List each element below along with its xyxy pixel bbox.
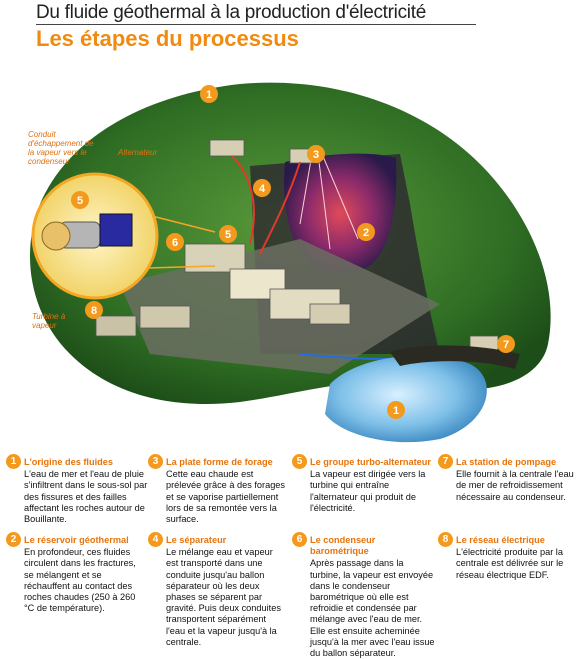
legend-text: Cette eau chaude est prélevée grâce à des forages et se vaporise partiellement lors de sa remontée vers la surface. <box>166 469 286 525</box>
legend-item-7 <box>438 454 574 503</box>
marker-label: 2 <box>362 227 370 239</box>
legend-item-1 <box>6 454 148 525</box>
legend-number: 1 <box>6 454 21 469</box>
marker-label: 5 <box>76 195 84 207</box>
legend-item-3 <box>148 454 286 525</box>
legend-title: Le réservoir géothermal <box>24 535 129 545</box>
marker-1-top <box>200 85 218 103</box>
legend-title: Le séparateur <box>166 535 227 545</box>
callout-turbine: Turbine à vapeur <box>32 312 66 330</box>
legend-title: Le réseau électrique <box>456 535 545 545</box>
building <box>310 304 350 324</box>
legend-item-5 <box>292 454 436 514</box>
marker-3 <box>307 145 325 163</box>
marker-7 <box>497 335 515 353</box>
legend-title: La station de pompage <box>456 457 557 467</box>
legend-number: 6 <box>292 532 307 547</box>
header <box>0 0 578 54</box>
callout-exhaust: Conduit d'échappement de la vapeur vers le condenseur <box>28 130 94 166</box>
marker-6 <box>166 233 184 251</box>
supertitle: Du fluide géothermal à la production d'électricité <box>36 2 426 23</box>
legend-text: L'électricité produite par la centrale est délivrée sur le réseau électrique EDF. <box>456 547 564 580</box>
marker-1-sea <box>387 401 405 419</box>
legend-number: 2 <box>6 532 21 547</box>
alternator-icon <box>100 214 132 246</box>
legend-text: Après passage dans la turbine, la vapeur est envoyée dans le condenseur barométrique où elle est refroidie et condensée par mélange avec l'eau de mer. Elle est ensuite acheminée jusqu'à la mer avec l'eau issue du ballon séparateur. <box>310 558 435 659</box>
geothermal-plant-illustration <box>0 54 578 444</box>
legend-number: 7 <box>438 454 453 469</box>
legend-number: 8 <box>438 532 453 547</box>
marker-2 <box>357 223 375 241</box>
marker-5-plant <box>219 225 237 243</box>
marker-5-zoom <box>71 191 89 209</box>
page-title: Les étapes du processus <box>36 26 299 51</box>
drilling-platform <box>210 140 244 156</box>
marker-label: 3 <box>312 149 320 161</box>
callout-alternator: Alternateur <box>118 148 158 157</box>
legend-number: 5 <box>292 454 307 469</box>
marker-label: 6 <box>171 237 179 249</box>
legend-text: Elle fournit à la centrale l'eau de mer de refroidissement nécessaire au condenseur. <box>456 469 574 502</box>
legend-number: 3 <box>148 454 163 469</box>
building <box>185 244 245 272</box>
legend-title: Le groupe turbo-alternateur <box>310 457 431 467</box>
marker-8 <box>85 301 103 319</box>
legend-item-4 <box>148 532 286 648</box>
legend-text: En profondeur, ces fluides circulent dans les fractures, se mélangent et se réchauffent au contact des roches chaudes (250 à 260 °C de température). <box>24 547 136 614</box>
plant-scene <box>0 54 578 444</box>
legend-item-2 <box>6 532 148 614</box>
marker-4 <box>253 179 271 197</box>
marker-label: 1 <box>205 89 213 101</box>
legend-title: L'origine des fluides <box>24 457 113 467</box>
marker-label: 1 <box>392 405 400 417</box>
legend-title: La plate forme de forage <box>166 457 273 467</box>
building <box>96 316 136 336</box>
marker-label: 4 <box>258 183 266 195</box>
title-rule <box>36 24 476 25</box>
legend-number: 4 <box>148 532 163 547</box>
building <box>140 306 190 328</box>
marker-label: 7 <box>502 339 510 351</box>
legend-text: La vapeur est dirigée vers la turbine qui entraîne l'alternateur qui produit de l'électricité. <box>310 469 426 513</box>
legend-text: Le mélange eau et vapeur est transporté dans une conduite jusqu'au ballon séparateur où les deux phases se séparent par gravité. Puis deux conduites transportent séparément l'eau et la vapeur jusqu'à la centrale. <box>166 547 281 647</box>
turbine-hub-icon <box>42 222 70 250</box>
legend <box>0 448 578 659</box>
marker-label: 8 <box>90 305 98 317</box>
legend-title: Le condenseur barométrique <box>310 535 376 557</box>
legend-item-8 <box>438 532 574 581</box>
legend-text: L'eau de mer et l'eau de pluie s'infiltrent dans le sous-sol par des fissures et des failles affectant les roches autour de Bouillante. <box>24 469 148 525</box>
marker-label: 5 <box>224 229 232 241</box>
